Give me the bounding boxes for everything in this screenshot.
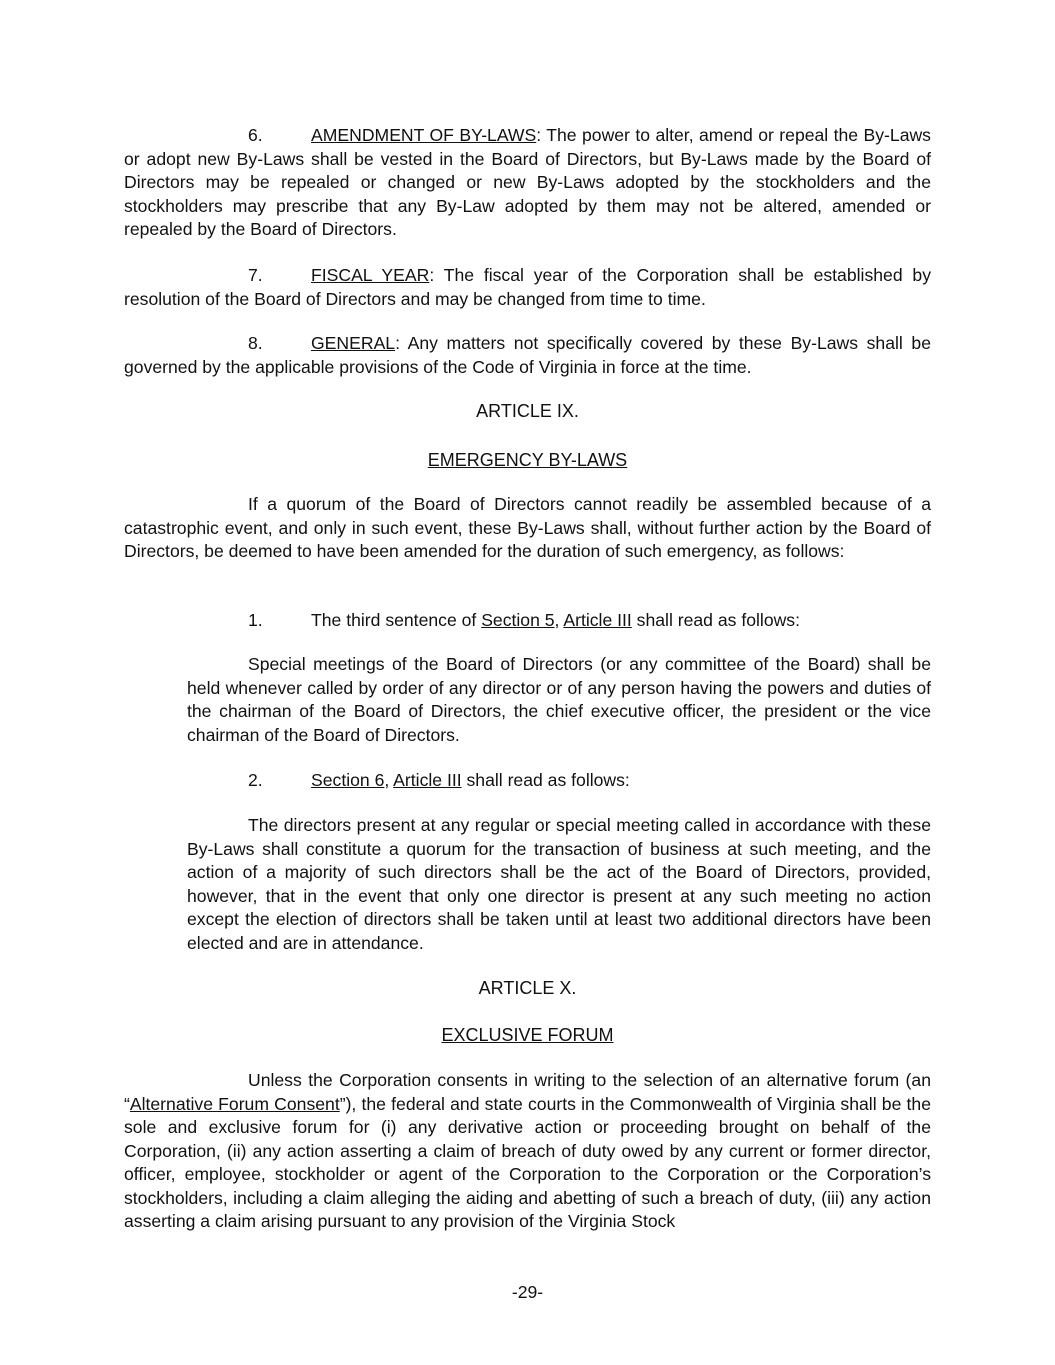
page-number: -29- <box>511 1282 544 1302</box>
article-10-subtitle: EXCLUSIVE FORUM <box>441 1025 614 1045</box>
section-8-text: : Any matters not specifically covered by these By-Laws shall be governed by the applicable provisions of the Code of Virginia in force at the time. <box>124 333 931 377</box>
article-9-intro <box>124 493 931 564</box>
section-6-number: 6. <box>248 125 263 145</box>
section-7-number: 7. <box>248 265 263 285</box>
article-9-title: ARTICLE IX. <box>476 401 579 421</box>
quote-1-text: Special meetings of the Board of Directors (or any committee of the Board) shall be held whenever called by order of any director or of any person having the powers and duties of the chairman of the Board of Directors, the chief executive officer, the president or the vice chairman of the Board of Directors. <box>187 654 931 745</box>
article-9-quote-2 <box>187 814 931 955</box>
section-6-paragraph <box>124 124 931 242</box>
item-2-article-ref: Article III <box>393 770 462 790</box>
item-1-section-ref: Section 5 <box>481 610 555 630</box>
article-9-intro-text: If a quorum of the Board of Directors cannot readily be assembled because of a catastrophic event, and only in such event, these By-Laws shall, without further action by the Board of Directors, be deemed to have been amended for the duration of such emergency, as follows: <box>124 494 931 561</box>
section-6-heading: AMENDMENT OF BY-LAWS <box>311 125 537 145</box>
item-2-suffix: shall read as follows: <box>461 770 630 790</box>
item-1-article-ref: Article III <box>563 610 632 630</box>
section-7-paragraph <box>124 264 931 311</box>
article-10-title: ARTICLE X. <box>478 978 577 998</box>
item-2-comma: , <box>384 770 394 790</box>
article-9-item-2 <box>124 769 931 793</box>
section-8-paragraph <box>124 332 931 379</box>
item-1-comma: , <box>554 610 564 630</box>
section-8-number: 8. <box>248 333 263 353</box>
article-10-text-before: Unless the Corporation consents in writing to the selection of an alternative forum (an “ <box>124 1070 931 1114</box>
article-9-quote-1 <box>187 653 931 747</box>
section-7-heading: FISCAL YEAR <box>311 265 430 285</box>
section-7-text: : The fiscal year of the Corporation shall be established by resolution of the Board of Directors and may be changed from time to time. <box>124 265 931 309</box>
article-10-text-after: ”), the federal and state courts in the Commonwealth of Virginia shall be the sole and exclusive forum for (i) any derivative action or proceeding brought on behalf of the Corporation, (ii) any action asserting a claim of breach of duty owed by any current or former director, officer, employee, stockholder or agent of the Corporation to the Corporation or the Corporation’s stockholders, including a claim alleging the aiding and abetting of such a breach of duty, (iii) any action asserting a claim arising pursuant to any provision of the Virginia Stock <box>124 1093 931 1231</box>
item-2-number: 2. <box>248 770 263 790</box>
article-9-item-1 <box>124 609 931 633</box>
item-1-number: 1. <box>248 610 263 630</box>
section-6-text: : The power to alter, amend or repeal the By-Laws or adopt new By-Laws shall be vested in the Board of Directors, but By-Laws made by the Board of Directors may be repealed or changed or new By-Laws adopted by the stockholders and the stockholders may prescribe that any By-Law adopted by them may not be altered, amended or repealed by the Board of Directors. <box>124 125 931 239</box>
article-9-subtitle: EMERGENCY BY-LAWS <box>427 450 628 470</box>
article-10-paragraph <box>124 1069 931 1234</box>
item-1-suffix: shall read as follows: <box>631 610 800 630</box>
quote-2-text: The directors present at any regular or special meeting called in accordance with these By-Laws shall constitute a quorum for the transaction of business at such meeting, and the action of a majority of such directors shall be the act of the Board of Directors, provided, however, that in the event that only one director is present at any such meeting no action except the election of directors shall be taken until at least two additional directors have been elected and are in attendance. <box>187 815 931 953</box>
item-1-prefix: The third sentence of <box>311 610 482 630</box>
section-8-heading: GENERAL <box>311 333 396 353</box>
article-10-defined-term: Alternative Forum Consent <box>129 1093 340 1114</box>
item-2-section-ref: Section 6 <box>311 770 385 790</box>
